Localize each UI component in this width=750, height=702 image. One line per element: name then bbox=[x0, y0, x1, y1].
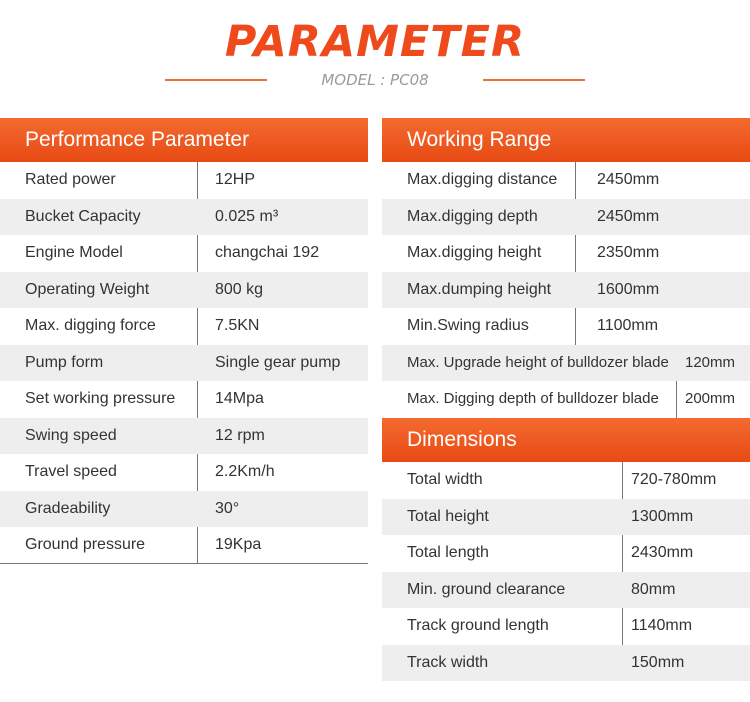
performance-value: 800 kg bbox=[215, 280, 264, 298]
performance-value: changchai 192 bbox=[215, 244, 320, 261]
dimensions-row bbox=[382, 462, 750, 499]
performance-row bbox=[0, 418, 368, 455]
dimensions-section bbox=[382, 418, 750, 681]
working-range-label: Max.digging height bbox=[407, 244, 542, 261]
performance-row bbox=[0, 199, 368, 236]
performance-label: Operating Weight bbox=[25, 280, 150, 298]
performance-label: Ground pressure bbox=[25, 536, 146, 553]
dimensions-label: Min. ground clearance bbox=[407, 580, 566, 598]
working-range-value: 120mm bbox=[685, 353, 736, 371]
performance-row bbox=[0, 454, 368, 491]
performance-label: Set working pressure bbox=[25, 390, 176, 407]
performance-table bbox=[0, 162, 368, 564]
working-range-row bbox=[382, 308, 750, 345]
dimensions-label: Total length bbox=[407, 544, 489, 561]
performance-row bbox=[0, 272, 368, 309]
dimensions-row bbox=[382, 535, 750, 572]
dimensions-label: Track width bbox=[407, 653, 489, 671]
working-range-label: Max.digging depth bbox=[407, 207, 538, 225]
working-range-value: 200mm bbox=[685, 390, 736, 407]
dimensions-row bbox=[382, 608, 750, 645]
working-range-value: 2450mm bbox=[597, 207, 660, 225]
performance-value: 7.5KN bbox=[215, 317, 260, 334]
dimensions-value: 1300mm bbox=[631, 507, 694, 525]
performance-value: 19Kpa bbox=[215, 536, 262, 553]
performance-bottom-rule bbox=[0, 563, 368, 564]
working-range-row bbox=[382, 162, 750, 199]
performance-section bbox=[0, 118, 368, 564]
performance-value: 14Mpa bbox=[215, 390, 264, 407]
performance-label: Engine Model bbox=[25, 244, 123, 261]
performance-row bbox=[0, 308, 368, 345]
working-range-header: Working Range bbox=[382, 118, 750, 162]
performance-value: 2.2Km/h bbox=[215, 463, 275, 480]
performance-label: Rated power bbox=[25, 171, 116, 188]
dimensions-label: Total height bbox=[407, 507, 489, 525]
working-range-label: Max.dumping height bbox=[407, 280, 552, 298]
working-range-section bbox=[382, 118, 750, 418]
working-range-label: Max.digging distance bbox=[407, 171, 558, 188]
page-title: PARAMETER bbox=[224, 17, 526, 67]
dimensions-value: 80mm bbox=[631, 580, 676, 598]
dimensions-table bbox=[382, 462, 750, 681]
performance-label: Pump form bbox=[25, 353, 104, 371]
performance-label: Swing speed bbox=[25, 426, 117, 444]
performance-row bbox=[0, 162, 368, 199]
working-range-value: 1600mm bbox=[597, 280, 660, 298]
performance-value: 12HP bbox=[215, 171, 256, 188]
title-divider-right bbox=[483, 79, 585, 81]
working-range-row bbox=[382, 345, 750, 382]
dimensions-row bbox=[382, 645, 750, 682]
dimensions-value: 2430mm bbox=[631, 544, 694, 561]
working-range-table bbox=[382, 162, 750, 418]
working-range-label: Min.Swing radius bbox=[407, 317, 529, 334]
performance-row bbox=[0, 491, 368, 528]
dimensions-value: 150mm bbox=[631, 653, 685, 671]
performance-row bbox=[0, 345, 368, 382]
performance-value: Single gear pump bbox=[215, 353, 341, 371]
working-range-label: Max. Digging depth of bulldozer blade bbox=[407, 390, 659, 407]
dimensions-row bbox=[382, 572, 750, 609]
performance-value: 12 rpm bbox=[215, 426, 265, 444]
performance-value: 0.025 m³ bbox=[215, 207, 279, 225]
working-range-value: 1100mm bbox=[597, 317, 659, 334]
working-range-row bbox=[382, 381, 750, 418]
dimensions-header: Dimensions bbox=[382, 418, 750, 462]
dimensions-label: Track ground length bbox=[407, 617, 549, 634]
performance-label: Max. digging force bbox=[25, 317, 156, 334]
dimensions-value: 720-780mm bbox=[631, 471, 717, 488]
dimensions-value: 1140mm bbox=[631, 617, 693, 634]
dimensions-label: Total width bbox=[407, 471, 483, 488]
dimensions-row bbox=[382, 499, 750, 536]
model-subtitle: MODEL : PC08 bbox=[321, 71, 429, 89]
working-range-label: Max. Upgrade height of bulldozer blade bbox=[407, 353, 669, 371]
performance-row bbox=[0, 381, 368, 418]
working-range-row bbox=[382, 272, 750, 309]
working-range-value: 2450mm bbox=[597, 171, 660, 188]
working-range-row bbox=[382, 199, 750, 236]
performance-label: Travel speed bbox=[25, 463, 117, 480]
performance-row bbox=[0, 527, 368, 564]
working-range-value: 2350mm bbox=[597, 244, 660, 261]
performance-row bbox=[0, 235, 368, 272]
performance-header: Performance Parameter bbox=[0, 118, 368, 162]
working-range-row bbox=[382, 235, 750, 272]
performance-label: Bucket Capacity bbox=[25, 207, 141, 225]
performance-value: 30° bbox=[215, 499, 240, 517]
performance-label: Gradeability bbox=[25, 499, 111, 517]
